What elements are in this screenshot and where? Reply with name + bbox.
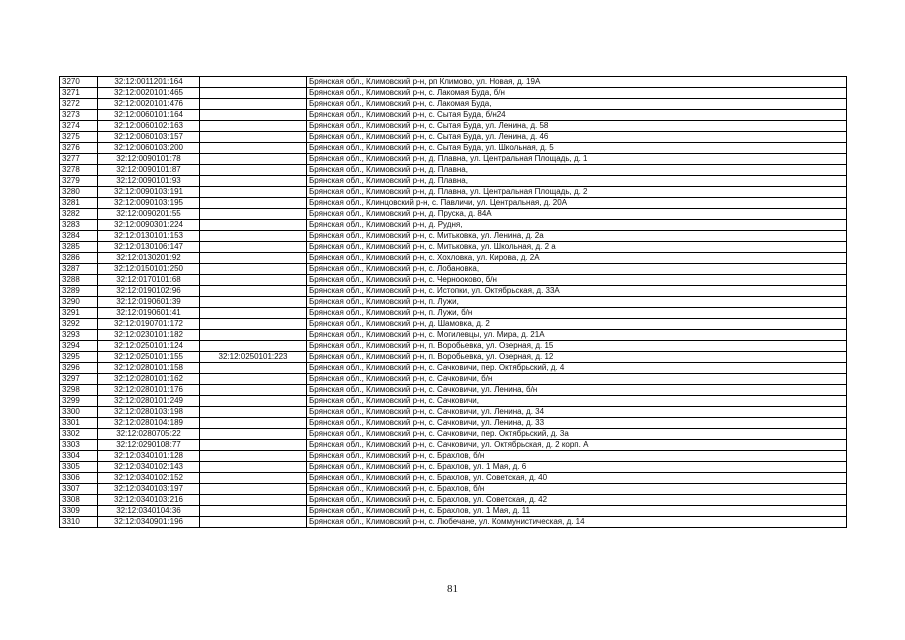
table-row — [60, 132, 847, 143]
linked-cadastral-number-cell — [200, 275, 307, 286]
row-number-cell: 3292 — [60, 319, 98, 330]
cadastral-number-cell: 32:12:0090201:55 — [98, 209, 200, 220]
linked-cadastral-number-cell — [200, 198, 307, 209]
address-cell: Брянская обл., Климовский р-н, д. Плавна, — [307, 165, 847, 176]
row-number-cell: 3276 — [60, 143, 98, 154]
linked-cadastral-number-cell — [200, 286, 307, 297]
table-row — [60, 110, 847, 121]
row-number-cell: 3302 — [60, 429, 98, 440]
address-cell: Брянская обл., Климовский р-н, с. Митьковка, ул. Ленина, д. 2а — [307, 231, 847, 242]
linked-cadastral-number-cell — [200, 385, 307, 396]
address-cell: Брянская обл., Климовский р-н, п. Лужи, — [307, 297, 847, 308]
address-cell: Брянская обл., Климовский р-н, с. Брахлов, ул. 1 Мая, д. 6 — [307, 462, 847, 473]
row-number-cell: 3299 — [60, 396, 98, 407]
table-row — [60, 418, 847, 429]
address-cell: Брянская обл., Климовский р-н, с. Брахлов, ул. Советская, д. 40 — [307, 473, 847, 484]
table-row — [60, 506, 847, 517]
linked-cadastral-number-cell — [200, 396, 307, 407]
row-number-cell: 3285 — [60, 242, 98, 253]
cadastral-number-cell: 32:12:0130101:153 — [98, 231, 200, 242]
cadastral-number-cell: 32:12:0340103:197 — [98, 484, 200, 495]
cadastral-number-cell: 32:12:0190701:172 — [98, 319, 200, 330]
address-cell: Брянская обл., Климовский р-н, с. Сачковичи, б/н — [307, 374, 847, 385]
table-row — [60, 517, 847, 528]
linked-cadastral-number-cell: 32:12:0250101:223 — [200, 352, 307, 363]
cadastral-number-cell: 32:12:0060103:200 — [98, 143, 200, 154]
row-number-cell: 3289 — [60, 286, 98, 297]
table-row — [60, 352, 847, 363]
cadastral-number-cell: 32:12:0190601:39 — [98, 297, 200, 308]
address-cell: Брянская обл., Клинцовский р-н, с. Павличи, ул. Центральная, д. 20А — [307, 198, 847, 209]
cadastral-number-cell: 32:12:0170101:68 — [98, 275, 200, 286]
table-row — [60, 220, 847, 231]
cadastral-number-cell: 32:12:0280101:249 — [98, 396, 200, 407]
linked-cadastral-number-cell — [200, 429, 307, 440]
address-cell: Брянская обл., Климовский р-н, с. Лакомая Буда, — [307, 99, 847, 110]
address-cell: Брянская обл., Климовский р-н, с. Сачковичи, ул. Ленина, б/н — [307, 385, 847, 396]
linked-cadastral-number-cell — [200, 506, 307, 517]
cadastral-number-cell: 32:12:0090103:191 — [98, 187, 200, 198]
address-cell: Брянская обл., Климовский р-н, с. Любечане, ул. Коммунистическая, д. 14 — [307, 517, 847, 528]
address-cell: Брянская обл., Климовский р-н, с. Могилевцы, ул. Мира, д. 21А — [307, 330, 847, 341]
row-number-cell: 3310 — [60, 517, 98, 528]
address-cell: Брянская обл., Климовский р-н, с. Сытая Буда, б/н24 — [307, 110, 847, 121]
table-row — [60, 473, 847, 484]
cadastral-number-cell: 32:12:0340901:196 — [98, 517, 200, 528]
table-row — [60, 143, 847, 154]
cadastral-number-cell: 32:12:0090101:93 — [98, 176, 200, 187]
linked-cadastral-number-cell — [200, 165, 307, 176]
address-cell: Брянская обл., Климовский р-н, с. Митьковка, ул. Школьная, д. 2 а — [307, 242, 847, 253]
row-number-cell: 3284 — [60, 231, 98, 242]
table-row — [60, 242, 847, 253]
linked-cadastral-number-cell — [200, 209, 307, 220]
table-row — [60, 275, 847, 286]
row-number-cell: 3273 — [60, 110, 98, 121]
row-number-cell: 3280 — [60, 187, 98, 198]
cadastral-number-cell: 32:12:0280101:162 — [98, 374, 200, 385]
row-number-cell: 3290 — [60, 297, 98, 308]
address-cell: Брянская обл., Климовский р-н, д. Плавна, — [307, 176, 847, 187]
address-cell: Брянская обл., Климовский р-н, д. Рудня, — [307, 220, 847, 231]
cadastral-number-cell: 32:12:0250101:155 — [98, 352, 200, 363]
row-number-cell: 3281 — [60, 198, 98, 209]
row-number-cell: 3271 — [60, 88, 98, 99]
cadastral-number-cell: 32:12:0280104:189 — [98, 418, 200, 429]
table-row — [60, 77, 847, 88]
linked-cadastral-number-cell — [200, 341, 307, 352]
linked-cadastral-number-cell — [200, 297, 307, 308]
linked-cadastral-number-cell — [200, 187, 307, 198]
address-cell: Брянская обл., Климовский р-н, с. Сачковичи, пер. Октябрьский, д. 4 — [307, 363, 847, 374]
table-row — [60, 319, 847, 330]
linked-cadastral-number-cell — [200, 495, 307, 506]
table-row — [60, 264, 847, 275]
linked-cadastral-number-cell — [200, 242, 307, 253]
linked-cadastral-number-cell — [200, 176, 307, 187]
address-cell: Брянская обл., Климовский р-н, с. Сытая Буда, ул. Ленина, д. 58 — [307, 121, 847, 132]
cadastral-number-cell: 32:12:0340101:128 — [98, 451, 200, 462]
row-number-cell: 3272 — [60, 99, 98, 110]
address-cell: Брянская обл., Климовский р-н, с. Сачковичи, ул. Октябрьская, д. 2 корп. А — [307, 440, 847, 451]
table-row — [60, 198, 847, 209]
address-cell: Брянская обл., Климовский р-н, с. Лакомая Буда, б/н — [307, 88, 847, 99]
row-number-cell: 3308 — [60, 495, 98, 506]
linked-cadastral-number-cell — [200, 473, 307, 484]
row-number-cell: 3282 — [60, 209, 98, 220]
address-cell: Брянская обл., Климовский р-н, д. Пруска, д. 84А — [307, 209, 847, 220]
cadastral-number-cell: 32:12:0340104:36 — [98, 506, 200, 517]
table-row — [60, 363, 847, 374]
table-row — [60, 495, 847, 506]
linked-cadastral-number-cell — [200, 319, 307, 330]
table-row — [60, 407, 847, 418]
linked-cadastral-number-cell — [200, 132, 307, 143]
table-row — [60, 341, 847, 352]
row-number-cell: 3309 — [60, 506, 98, 517]
table-row — [60, 121, 847, 132]
table-row — [60, 308, 847, 319]
cadastral-number-cell: 32:12:0280101:158 — [98, 363, 200, 374]
linked-cadastral-number-cell — [200, 88, 307, 99]
row-number-cell: 3270 — [60, 77, 98, 88]
address-cell: Брянская обл., Климовский р-н, с. Сачковичи, ул. Ленина, д. 34 — [307, 407, 847, 418]
cadastral-number-cell: 32:12:0090301:224 — [98, 220, 200, 231]
cadastral-number-cell: 32:12:0280101:176 — [98, 385, 200, 396]
linked-cadastral-number-cell — [200, 330, 307, 341]
table-row — [60, 231, 847, 242]
row-number-cell: 3298 — [60, 385, 98, 396]
linked-cadastral-number-cell — [200, 231, 307, 242]
linked-cadastral-number-cell — [200, 363, 307, 374]
address-cell: Брянская обл., Климовский р-н, д. Плавна, ул. Центральная Площадь, д. 2 — [307, 187, 847, 198]
table-row — [60, 286, 847, 297]
linked-cadastral-number-cell — [200, 99, 307, 110]
linked-cadastral-number-cell — [200, 77, 307, 88]
address-cell: Брянская обл., Климовский р-н, с. Хохловка, ул. Кирова, д. 2А — [307, 253, 847, 264]
cadastral-number-cell: 32:12:0060102:163 — [98, 121, 200, 132]
table-row — [60, 330, 847, 341]
table-row — [60, 99, 847, 110]
linked-cadastral-number-cell — [200, 484, 307, 495]
row-number-cell: 3295 — [60, 352, 98, 363]
row-number-cell: 3291 — [60, 308, 98, 319]
table-row — [60, 374, 847, 385]
cadastral-number-cell: 32:12:0150101:250 — [98, 264, 200, 275]
linked-cadastral-number-cell — [200, 154, 307, 165]
cadastral-number-cell: 32:12:0190102:96 — [98, 286, 200, 297]
row-number-cell: 3294 — [60, 341, 98, 352]
row-number-cell: 3306 — [60, 473, 98, 484]
linked-cadastral-number-cell — [200, 407, 307, 418]
cadastral-number-cell: 32:12:0130106:147 — [98, 242, 200, 253]
table-row — [60, 88, 847, 99]
address-cell: Брянская обл., Климовский р-н, п. Воробьевка, ул. Озерная, д. 15 — [307, 341, 847, 352]
linked-cadastral-number-cell — [200, 418, 307, 429]
address-cell: Брянская обл., Климовский р-н, с. Сачковичи, пер. Октябрьский, д. 3а — [307, 429, 847, 440]
address-cell: Брянская обл., Климовский р-н, п. Воробьевка, ул. Озерная, д. 12 — [307, 352, 847, 363]
row-number-cell: 3293 — [60, 330, 98, 341]
linked-cadastral-number-cell — [200, 462, 307, 473]
linked-cadastral-number-cell — [200, 374, 307, 385]
table-row — [60, 429, 847, 440]
property-table-body — [60, 77, 847, 528]
address-cell: Брянская обл., Климовский р-н, с. Сытая Буда, ул. Ленина, д. 46 — [307, 132, 847, 143]
address-cell: Брянская обл., Климовский р-н, с. Сытая Буда, ул. Школьная, д. 5 — [307, 143, 847, 154]
linked-cadastral-number-cell — [200, 264, 307, 275]
cadastral-number-cell: 32:12:0090101:78 — [98, 154, 200, 165]
row-number-cell: 3300 — [60, 407, 98, 418]
address-cell: Брянская обл., Климовский р-н, с. Брахлов, б/н — [307, 451, 847, 462]
cadastral-number-cell: 32:12:0340103:216 — [98, 495, 200, 506]
table-row — [60, 396, 847, 407]
cadastral-number-cell: 32:12:0011201:164 — [98, 77, 200, 88]
page-number: 81 — [447, 583, 458, 595]
row-number-cell: 3283 — [60, 220, 98, 231]
cadastral-number-cell: 32:12:0090103:195 — [98, 198, 200, 209]
cadastral-number-cell: 32:12:0090101:87 — [98, 165, 200, 176]
row-number-cell: 3279 — [60, 176, 98, 187]
address-cell: Брянская обл., Климовский р-н, с. Брахлов, ул. Советская, д. 42 — [307, 495, 847, 506]
row-number-cell: 3297 — [60, 374, 98, 385]
cadastral-number-cell: 32:12:0020101:476 — [98, 99, 200, 110]
row-number-cell: 3301 — [60, 418, 98, 429]
cadastral-number-cell: 32:12:0060101:164 — [98, 110, 200, 121]
table-row — [60, 297, 847, 308]
table-row — [60, 176, 847, 187]
cadastral-number-cell: 32:12:0290108:77 — [98, 440, 200, 451]
table-row — [60, 484, 847, 495]
address-cell: Брянская обл., Климовский р-н, с. Брахлов, ул. 1 Мая, д. 11 — [307, 506, 847, 517]
cadastral-number-cell: 32:12:0130201:92 — [98, 253, 200, 264]
address-cell: Брянская обл., Климовский р-н, рп Климово, ул. Новая, д. 19А — [307, 77, 847, 88]
linked-cadastral-number-cell — [200, 143, 307, 154]
address-cell: Брянская обл., Климовский р-н, п. Лужи, б/н — [307, 308, 847, 319]
linked-cadastral-number-cell — [200, 440, 307, 451]
row-number-cell: 3274 — [60, 121, 98, 132]
table-row — [60, 154, 847, 165]
cadastral-number-cell: 32:12:0020101:465 — [98, 88, 200, 99]
address-cell: Брянская обл., Климовский р-н, с. Чернооково, б/н — [307, 275, 847, 286]
row-number-cell: 3305 — [60, 462, 98, 473]
linked-cadastral-number-cell — [200, 308, 307, 319]
linked-cadastral-number-cell — [200, 517, 307, 528]
table-row — [60, 165, 847, 176]
table-row — [60, 451, 847, 462]
table-row — [60, 440, 847, 451]
linked-cadastral-number-cell — [200, 121, 307, 132]
cadastral-number-cell: 32:12:0280103:198 — [98, 407, 200, 418]
table-row — [60, 187, 847, 198]
address-cell: Брянская обл., Климовский р-н, с. Истопки, ул. Октябрьская, д. 33А — [307, 286, 847, 297]
linked-cadastral-number-cell — [200, 220, 307, 231]
row-number-cell: 3286 — [60, 253, 98, 264]
table-row — [60, 385, 847, 396]
table-row — [60, 253, 847, 264]
address-cell: Брянская обл., Климовский р-н, с. Сачковичи, — [307, 396, 847, 407]
row-number-cell: 3288 — [60, 275, 98, 286]
cadastral-number-cell: 32:12:0250101:124 — [98, 341, 200, 352]
table-row — [60, 209, 847, 220]
address-cell: Брянская обл., Климовский р-н, д. Шамовка, д. 2 — [307, 319, 847, 330]
property-table — [59, 76, 847, 528]
cadastral-number-cell: 32:12:0340102:143 — [98, 462, 200, 473]
linked-cadastral-number-cell — [200, 451, 307, 462]
row-number-cell: 3303 — [60, 440, 98, 451]
linked-cadastral-number-cell — [200, 110, 307, 121]
cadastral-number-cell: 32:12:0060103:157 — [98, 132, 200, 143]
cadastral-number-cell: 32:12:0340102:152 — [98, 473, 200, 484]
table-row — [60, 462, 847, 473]
address-cell: Брянская обл., Климовский р-н, с. Сачковичи, ул. Ленина, д. 33 — [307, 418, 847, 429]
cadastral-number-cell: 32:12:0190601:41 — [98, 308, 200, 319]
row-number-cell: 3287 — [60, 264, 98, 275]
row-number-cell: 3304 — [60, 451, 98, 462]
linked-cadastral-number-cell — [200, 253, 307, 264]
row-number-cell: 3307 — [60, 484, 98, 495]
address-cell: Брянская обл., Климовский р-н, д. Плавна, ул. Центральная Площадь, д. 1 — [307, 154, 847, 165]
row-number-cell: 3275 — [60, 132, 98, 143]
cadastral-number-cell: 32:12:0230101:182 — [98, 330, 200, 341]
row-number-cell: 3277 — [60, 154, 98, 165]
address-cell: Брянская обл., Климовский р-н, с. Лобановка, — [307, 264, 847, 275]
row-number-cell: 3278 — [60, 165, 98, 176]
address-cell: Брянская обл., Климовский р-н, с. Брахлов, б/н — [307, 484, 847, 495]
row-number-cell: 3296 — [60, 363, 98, 374]
cadastral-number-cell: 32:12:0280705:22 — [98, 429, 200, 440]
